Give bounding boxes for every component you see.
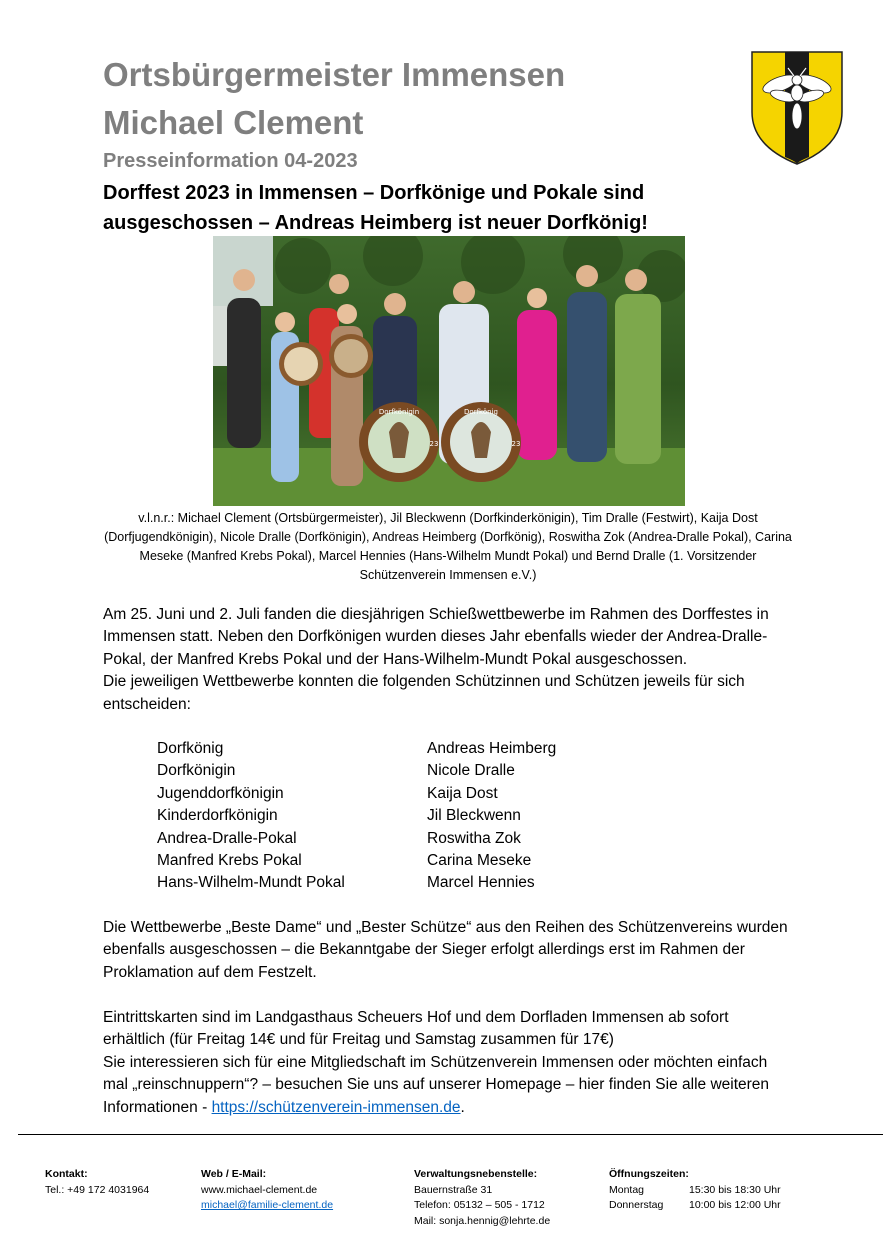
body-paragraph-1 [103,604,793,716]
body-paragraph-3: Die Wettbewerbe „Beste Dame“ und „Bester Schütze“ aus den Reihen des Schützenvereins wurden ebenfalls ausgeschossen – die Bekanntgabe der Sieger erfolgt allerdings erst im Rahmen der Proklamation auf dem Festzelt. [103,919,788,981]
title-line-2: Michael Clement [103,104,364,141]
winner-name: Nicole Dralle [427,762,515,780]
hours-row [609,1198,781,1214]
winner-name: Marcel Hennies [427,874,535,892]
winner-category: Andrea-Dralle-Pokal [157,829,297,847]
footer-phone: Tel.: +49 172 4031964 [45,1183,150,1196]
headline: Dorffest 2023 in Immensen – Dorfkönige und Pokale sind ausgeschossen – Andreas Heimberg ist neuer Dorfkönig! [103,182,648,234]
photo-caption: v.l.n.r.: Michael Clement (Ortsbürgermeister), Jil Bleckwenn (Dorfkinderkönigin), Tim Dralle (Festwirt), Kaija Dost (Dorfjugendkönigin), Nicole Dralle (Dorfkönigin), Andreas Heimberg (Dorfkönig), Roswitha Zok (Andrea-Dralle Pokal), Carina Meseke (Manfred Krebs Pokal), Marcel Hennies (Hans-Wilhelm Mundt Pokal) und Bernd Dralle (1. Vorsitzender Schützenverein Immensen e.V.) [104,511,792,582]
press-info-number: Presseinformation 04-2023 [103,150,358,172]
hours-time: 10:00 bis 12:00 Uhr [689,1199,781,1211]
winner-category: Manfred Krebs Pokal [157,851,302,869]
footer-hours [609,1167,781,1214]
footer-office-heading: Verwaltungsnebenstelle: [414,1168,538,1180]
footer-office-mail: Mail: sonja.hennig@lehrte.de [414,1214,551,1227]
footer-web [201,1167,333,1214]
wasp-coat-of-arms-icon [750,50,844,166]
paragraph-2-text: Die jeweiligen Wettbewerbe konnten die folgenden Schützinnen und Schützen jeweils für sich entscheiden: [103,673,745,713]
plaque-label-1: Dorfkönigin [378,408,420,416]
body-paragraph-4 [103,1007,793,1119]
footer-email-link[interactable]: michael@familie-clement.de [201,1199,334,1211]
winner-name: Jil Bleckwenn [427,807,521,825]
winner-category: Dorfkönigin [157,762,236,780]
title-line-1: Ortsbürgermeister Immensen [103,56,566,93]
winners-list [157,738,657,895]
footer-divider [18,1134,883,1135]
footer-web-heading: Web / E-Mail: [201,1168,267,1180]
paragraph-5-text: Sie interessieren sich für eine Mitgliedschaft im Schützenverein Immensen oder möchten einfach mal „reinschnuppern“? – besuchen Sie uns auf unserer Homepage – hier finden Sie alle weiteren Informationen - [103,1053,770,1116]
winner-category: Hans-Wilhelm-Mundt Pokal [157,874,345,892]
footer-office-phone: Telefon: 05132 – 505 - 1712 [414,1199,545,1211]
hours-day: Donnerstag [609,1199,664,1211]
winner-category: Kinderdorfkönigin [157,807,278,825]
footer-office [414,1167,550,1229]
winner-category: Jugenddorfkönigin [157,784,284,802]
winner-name: Andreas Heimberg [427,740,557,757]
hours-time: 15:30 bis 18:30 Uhr [689,1183,781,1196]
footer-contact [45,1167,149,1198]
footer-hours-heading: Öffnungszeiten: [609,1168,689,1180]
group-photo [213,236,685,506]
paragraph-4-text: Eintrittskarten sind im Landgasthaus Scheuers Hof und dem Dorfladen Immensen ab sofort erhältlich (für Freitag 14€ und für Freitag und Samstag zusammen für 17€) [103,1009,729,1049]
list-item [157,738,657,760]
winner-category: Dorfkönig [157,740,224,757]
plaque-label-2: Dorfkönig [464,408,498,416]
winner-name: Roswitha Zok [427,829,521,847]
paragraph-5-end: . [460,1098,465,1116]
winner-name: Kaija Dost [427,784,498,802]
list-item [157,783,657,805]
plaque-year-2: 23 [511,440,521,448]
footer-website: www.michael-clement.de [201,1183,318,1196]
list-item [157,828,657,850]
hours-day: Montag [609,1183,645,1196]
footer-office-street: Bauernstraße 31 [414,1183,493,1196]
list-item [157,760,657,782]
paragraph-1-text: Am 25. Juni und 2. Juli fanden die diesjährigen Schießwettbewerbe im Rahmen des Dorffestes in Immensen statt. Neben den Dorfkönigen wurden dieses Jahr ebenfalls wieder der Andrea-Dralle-Pokal, der Manfred Krebs Pokal und der Hans-Wilhelm-Mundt Pokal ausgeschossen. [103,606,769,668]
list-item [157,872,657,894]
winner-name: Carina Meseke [427,851,532,869]
list-item [157,805,657,827]
plaque-year-1: 23 [429,440,439,448]
hours-row [609,1183,781,1199]
list-item [157,850,657,872]
homepage-link[interactable]: https://schützenverein-immensen.de [211,1098,461,1116]
footer-contact-heading: Kontakt: [45,1168,88,1180]
